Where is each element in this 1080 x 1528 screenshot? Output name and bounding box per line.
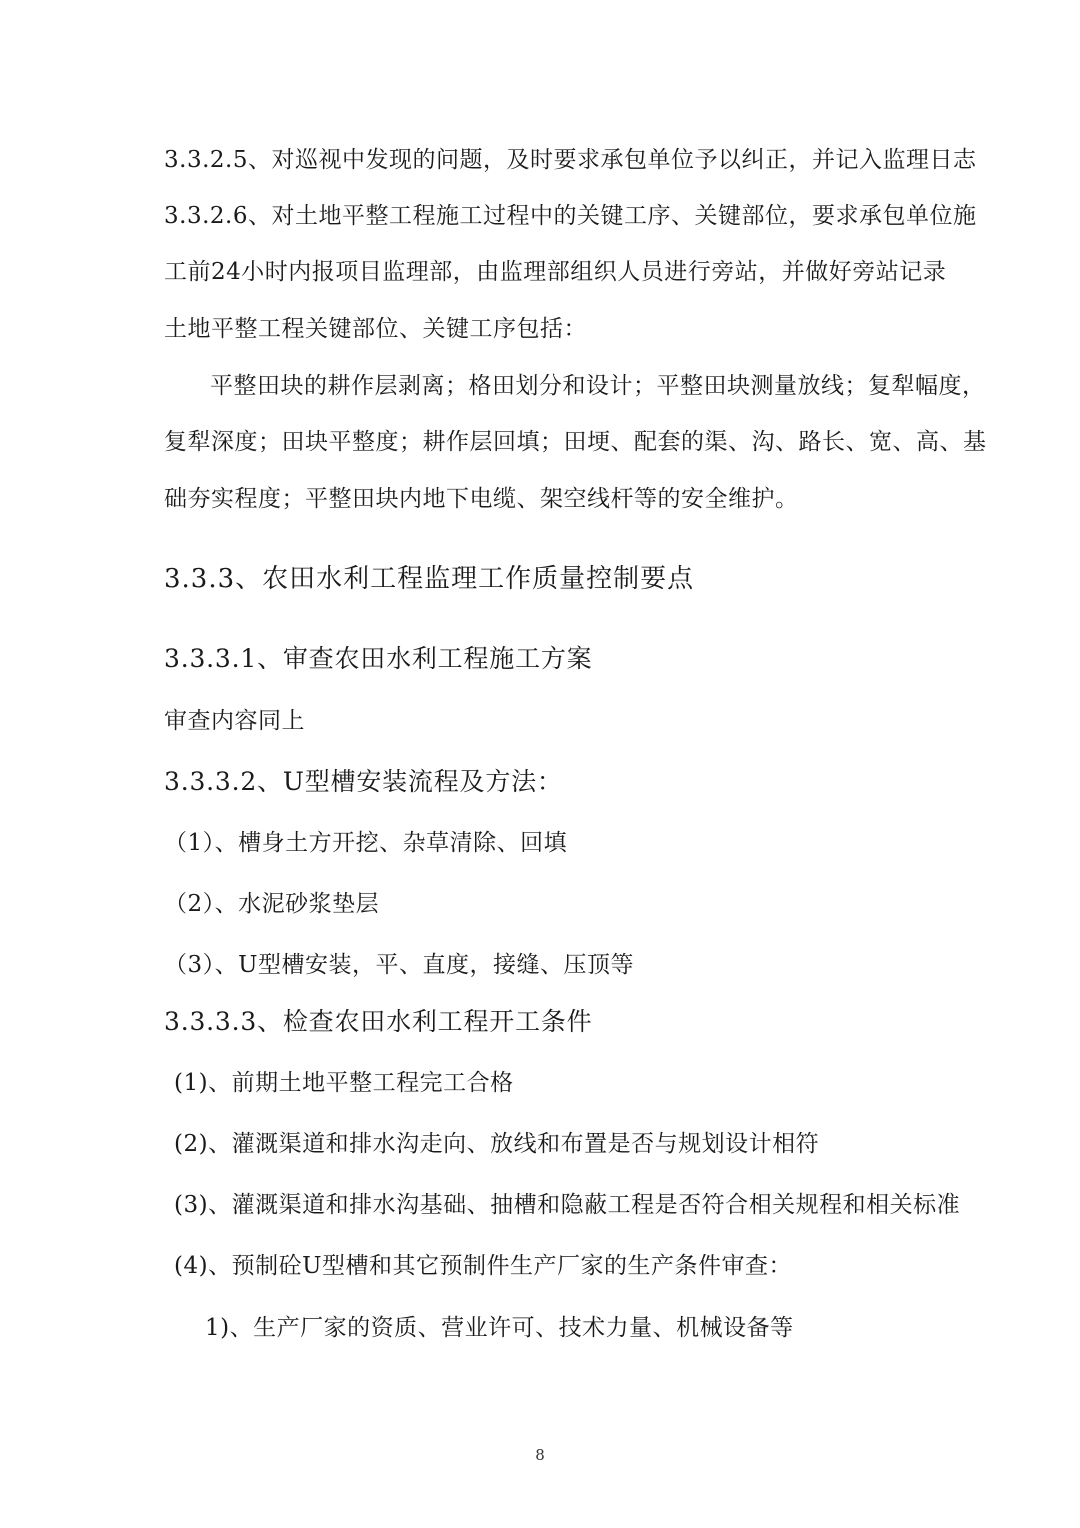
list-item: （1）、槽身土方开挖、杂草清除、回填 [164,830,568,856]
page-number: 8 [535,1446,545,1464]
list-item: (3)、灌溉渠道和排水沟基础、抽槽和隐蔽工程是否符合相关规程和相关标准 [174,1192,961,1218]
key-items-line-3: 础夯实程度；平整田块内地下电缆、架空线杆等的安全维护。 [164,486,799,512]
section-heading-3-3-3-3: 3.3.3.3、检查农田水利工程开工条件 [164,1007,593,1036]
sub-list-item: 1)、生产厂家的资质、营业许可、技术力量、机械设备等 [205,1315,794,1341]
paragraph-3-3-2-6: 3.3.2.6、对土地平整工程施工过程中的关键工序、关键部位，要求承包单位施 [164,203,977,229]
list-item: （3）、U型槽安装，平、直度，接缝、压顶等 [164,952,635,978]
list-item: （2）、水泥砂浆垫层 [164,891,380,917]
paragraph-3-3-2-6-continued: 工前24小时内报项目监理部，由监理部组织人员进行旁站，并做好旁站记录 [164,259,947,285]
key-items-line-2: 复犁深度；田块平整度；耕作层回填；田埂、配套的渠、沟、路长、宽、高、基 [164,429,987,455]
key-items-intro: 土地平整工程关键部位、关键工序包括： [164,316,587,342]
section-body-3-3-3-1: 审查内容同上 [164,708,305,734]
paragraph-3-3-2-5: 3.3.2.5、对巡视中发现的问题，及时要求承包单位予以纠正，并记入监理日志 [164,147,977,173]
list-item: (4)、预制砼U型槽和其它预制件生产厂家的生产条件审查： [174,1253,792,1279]
list-item: (1)、前期土地平整工程完工合格 [174,1070,514,1096]
key-items-line-1: 平整田块的耕作层剥离；格田划分和设计；平整田块测量放线；复犁幅度， [210,373,986,399]
list-item: (2)、灌溉渠道和排水沟走向、放线和布置是否与规划设计相符 [174,1131,820,1157]
section-heading-3-3-3: 3.3.3、农田水利工程监理工作质量控制要点 [164,564,695,594]
section-heading-3-3-3-1: 3.3.3.1、审查农田水利工程施工方案 [164,644,593,673]
section-heading-3-3-3-2: 3.3.3.2、U型槽安装流程及方法： [164,767,563,796]
